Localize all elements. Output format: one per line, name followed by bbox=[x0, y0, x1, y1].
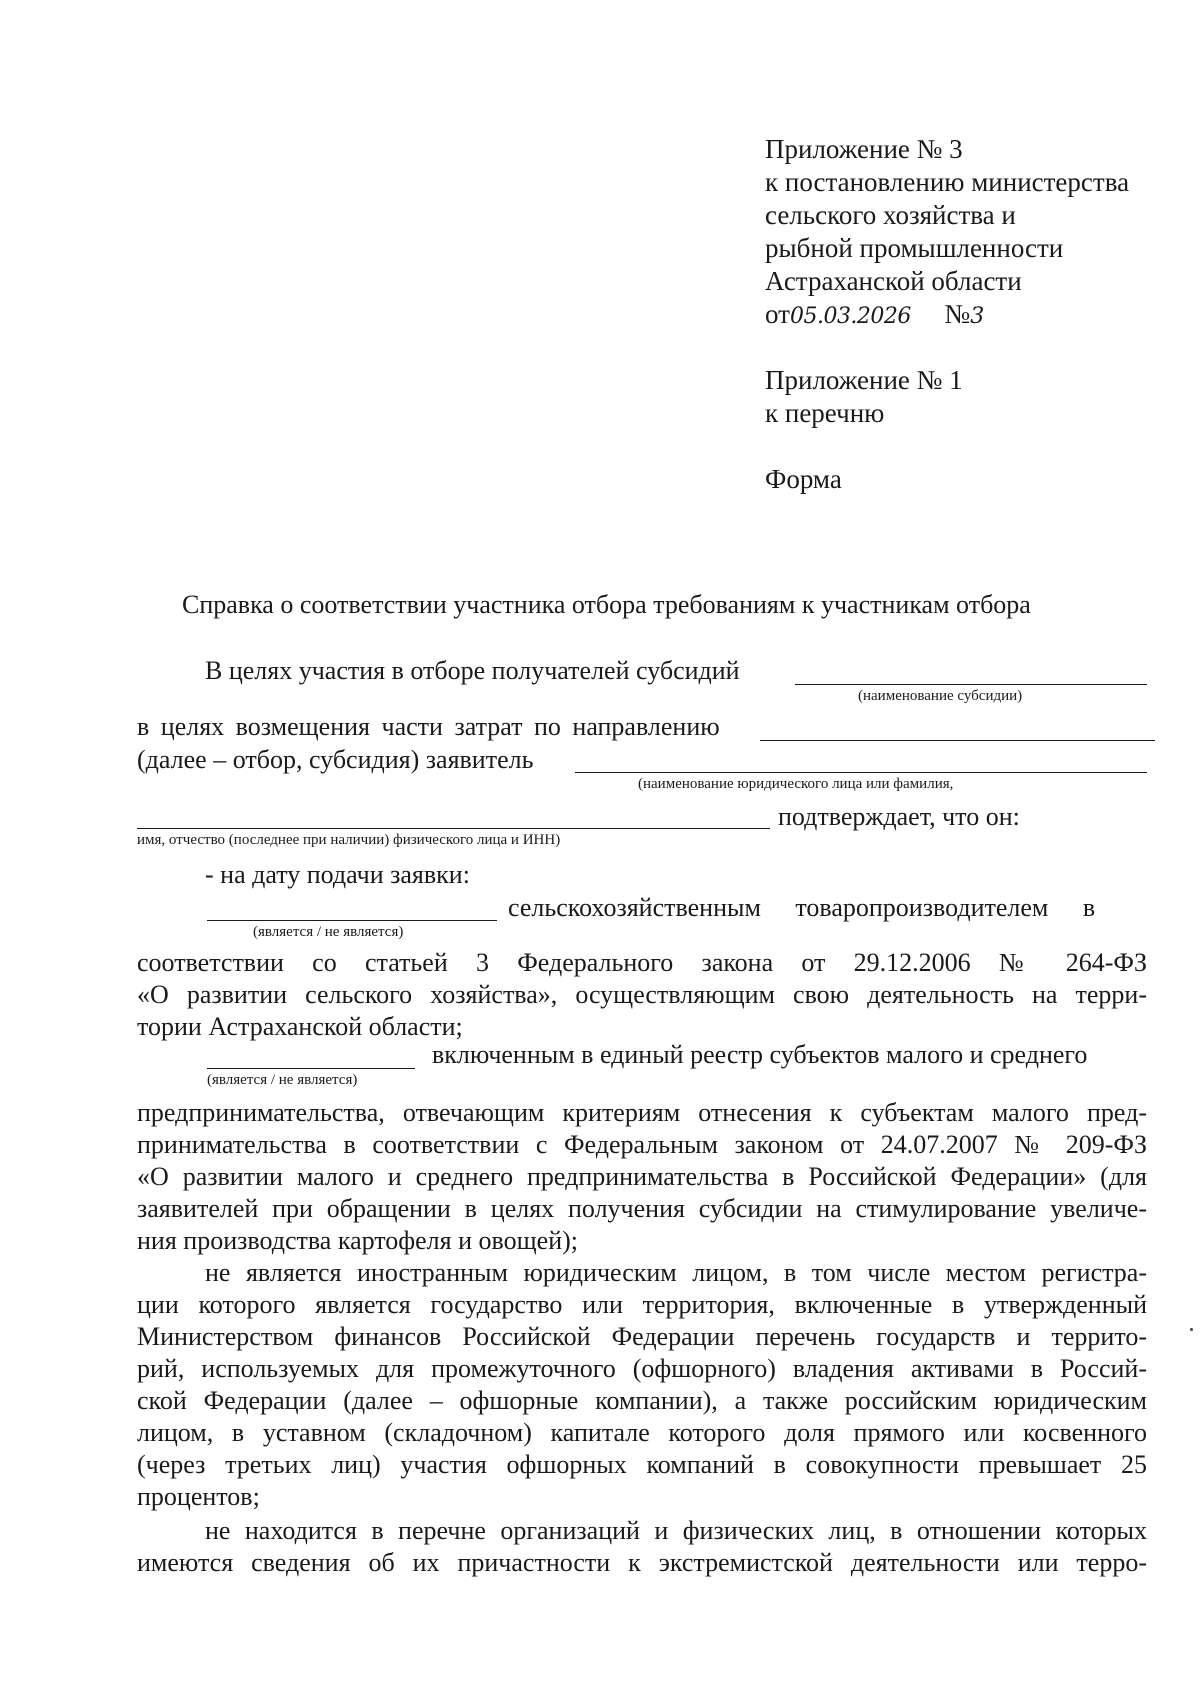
annex-line-5: Астраханской области bbox=[765, 266, 1022, 296]
producer-status-hint: (является / не является) bbox=[253, 924, 404, 940]
p3-line-3: Министерством финансов Российской Федерации перечень государств и террито- bbox=[137, 1322, 1147, 1351]
applicant-intro: (далее – отбор, субсидия) заявитель bbox=[137, 745, 534, 774]
p2-line-4: заявителей при обращении в целях получения субсидии на стимулирование увеличе- bbox=[137, 1194, 1147, 1223]
p2-line-2: принимательства в соответствии с Федеральным законом от 24.07.2007 № 209-ФЗ bbox=[137, 1130, 1147, 1159]
applicant-blank-1 bbox=[575, 772, 1147, 773]
p3-line-1: не является иностранным юридическим лицом, в том числе местом регистра- bbox=[205, 1258, 1147, 1287]
p4-line-2: имеются сведения об их причастности к экстремистской деятельности или терро- bbox=[137, 1548, 1147, 1577]
smb-text: включенным в единый реестр субъектов малого и среднего bbox=[432, 1040, 1088, 1069]
smb-status-hint: (является / не является) bbox=[207, 1072, 358, 1088]
confirms-text: подтверждает, что он: bbox=[778, 802, 1020, 831]
annex-date-line bbox=[765, 298, 984, 333]
p1-line-1: соответствии со статьей 3 Федерального закона от 29.12.2006 № 264-ФЗ bbox=[137, 948, 1147, 977]
annex-line-4: рыбной промышленности bbox=[765, 233, 1064, 263]
p1-line-2: «О развитии сельского хозяйства», осуществляющим свою деятельность на терри- bbox=[137, 980, 1147, 1009]
subsidy-name-blank bbox=[795, 684, 1147, 685]
p3-line-6: лицом, в уставном (складочном) капитале которого доля прямого или косвенного bbox=[137, 1418, 1147, 1447]
applicant-hint-2: имя, отчество (последнее при наличии) физического лица и ИНН) bbox=[137, 832, 561, 848]
smb-status-blank bbox=[207, 1068, 415, 1069]
p3-line-2: ции которого является государство или территория, включенные в утвержденный bbox=[137, 1290, 1147, 1319]
handwritten-number: 3 bbox=[970, 304, 984, 329]
direction-intro: в целях возмещения части затрат по направлению bbox=[137, 712, 720, 741]
p3-line-7: (через третьих лиц) участия офшорных компаний в совокупности превышает 25 bbox=[137, 1450, 1147, 1479]
form-label: Форма bbox=[765, 464, 842, 494]
p3-line-5: ской Федерации (далее – офшорные компании), а также российским юридическим bbox=[137, 1386, 1147, 1415]
subsidy-intro: В целях участия в отборе получателей субсидий bbox=[205, 656, 740, 685]
subsidy-hint: (наименование субсидии) bbox=[858, 688, 1023, 704]
date-prefix: от bbox=[765, 299, 790, 329]
annex-line-2: к постановлению министерства bbox=[765, 167, 1130, 197]
applicant-hint-1: (наименование юридического лица или фамилия, bbox=[638, 776, 954, 792]
p3-line-4: рий, используемых для промежуточного (офшорного) владения активами в Россий- bbox=[137, 1354, 1147, 1383]
number-prefix: № bbox=[944, 299, 971, 329]
p2-line-3: «О развитии малого и среднего предпринимательства в Российской Федерации» (для bbox=[137, 1162, 1147, 1191]
annex-line-1: Приложение № 3 bbox=[765, 134, 963, 164]
producer-text: сельскохозяйственным товаропроизводителем в bbox=[508, 893, 1096, 922]
sub-annex-line-2: к перечню bbox=[765, 398, 885, 428]
p2-line-5: ния производства картофеля и овощей); bbox=[137, 1226, 578, 1255]
date-label: - на дату подачи заявки: bbox=[205, 860, 470, 889]
p1-line-3: тории Астраханской области; bbox=[137, 1012, 463, 1041]
direction-blank bbox=[760, 740, 1155, 741]
p2-line-1: предпринимательства, отвечающим критериям отнесения к субъектам малого пред- bbox=[137, 1098, 1147, 1127]
p4-line-1: не находится в перечне организаций и физических лиц, в отношении которых bbox=[205, 1516, 1147, 1545]
annex-line-3: сельского хозяйства и bbox=[765, 200, 1016, 230]
sub-annex-line-1: Приложение № 1 bbox=[765, 365, 963, 395]
applicant-blank-2 bbox=[137, 828, 770, 829]
producer-status-blank bbox=[207, 920, 497, 921]
page-title: Справка о соответствии участника отбора требованиям к участникам отбора bbox=[182, 590, 1031, 619]
p3-line-8: процентов; bbox=[137, 1482, 260, 1511]
handwritten-date: 05.03.2026 bbox=[789, 304, 911, 329]
scan-speck bbox=[1190, 1328, 1193, 1331]
